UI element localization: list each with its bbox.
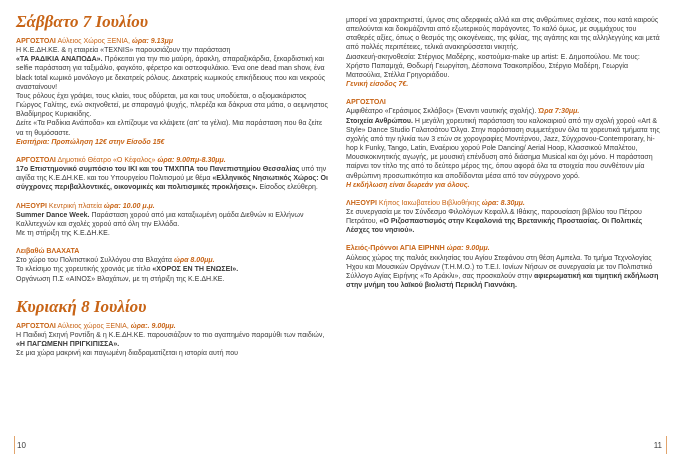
event-entry: Είσοδος ελεύθερη. [257, 184, 318, 192]
event-support: Με τη στήριξη της Κ.Ε.ΔΗ.ΚΕ. [16, 229, 110, 237]
event-place: Αύλειος Χώρος ΞΕΝΙΑ, [55, 38, 130, 45]
event-body: Σε συνεργασία με τον Σύνδεσμο Φιλολόγων Κεφαλλ.& Ιθάκης, παρουσίαση βιβλίου του Πέτρου Πετράτου, [346, 208, 642, 226]
event-lixouri-book [346, 199, 662, 236]
event-title: «ΤΑ ΡΑΔΙΚΙΑ ΑΝΑΠΟΔΑ». [16, 56, 103, 64]
event-title: Στοιχεία Ανθρώπου. [346, 117, 413, 125]
event-place: Δημοτικό Θέατρο «Ο Κέφαλος» [55, 156, 156, 164]
event-body: Πρόκειται για την πιο μαύρη, άρακλη, σπαραξικάρδια, ξεκαρδιστική και selfie παράσταση για ταξιμάλιο, φαγκότο, φέρετρο και οστεοφυλάκιο. Ένα one dead man show, ένα black total κωμικό μονόλογο με δεκατρείς ρόλους. Δεκατρείς κωμικούς επικήδειους που και νεκρούς ανασταίνουν! [16, 56, 326, 91]
page-number-left: 10 [17, 441, 26, 450]
event-venue: Ελειός-Πρόννοι ΑΓΙΑ ΕΙΡΗΝΗ [346, 245, 445, 253]
right-page-margin-rule [666, 436, 667, 454]
event-time: ώρα:. 9.00μμ. [128, 322, 176, 330]
day-heading-saturday: Σάββατο 7 Ιουλίου [16, 12, 149, 31]
event-xenia-radikia [16, 37, 328, 147]
event-frozen-princess-continued [346, 16, 662, 89]
page-number-right: 11 [653, 441, 662, 450]
event-place: Αμφιθέατρο «Γεράσιμος Σκλάβος» (Έναντι ναυτικής σχολής). [346, 108, 537, 116]
event-place: Στο χώρο του Πολιτιστικού Συλλόγου στα Βλαχάτα [16, 257, 174, 265]
right-page [346, 0, 662, 299]
event-body: Παράσταση χορού από μια καταξιωμένη ομάδα Διεθνών κι Ελλήνων Καλλιτεχνών και σχολές χορού από όλη την Ελλάδα. [16, 211, 304, 228]
event-body: Το κλείσιμο της χορευτικής χρονιάς με τίτλο [16, 266, 153, 274]
event-intro: Η Κ.Ε.ΔΗ.ΚΕ. & η εταιρεία «TEXNIS» παρουσιάζουν την παράσταση [16, 47, 231, 55]
event-tickets: Γενική είσοδος 7€. [346, 81, 409, 89]
event-venue: Λειβαθώ ΒΛΑΧΑΤΑ [16, 248, 80, 256]
event-venue: ΑΡΓΟΣΤΟΛΙ [16, 322, 56, 330]
event-amphitheatre-dance [346, 98, 662, 190]
event-time: ώρα 8.00μμ. [173, 257, 215, 265]
event-body: Η μεγάλη χορευτική παράσταση του καλοκαιριού από την σχολή χορού «Art & Style» Dance Studio Γαλατσάτου Όλγα. Στην παράσταση συμμετέχουν όλα τα χορευτικά τμήματα της σχολής από την ηλικία των 3 ετών σε χορογραφίες Μοντέρνου, Jazz, Σύγχρονου-Contemporary, hi-hop k Funky, Tango, Latin, Εναέριου χορού Pole Dancing/ Aerial Hoop, Κλασσικού Μπαλέτου, Μουσικοκινητικής αγωγής, με μουσική επένδυση από διάσημα Musical και όχι μόνο. Η παράσταση παίρνει τον τίτλο της από το δεύτερο μέρος της, όπου αφορά όλα τα στοιχεία που συνθέτουν μία ανθρώπινη προσωπικότητα και αποδίδονται μέσα από τον σύγχρονο χορό. [346, 117, 660, 180]
event-body: μπορεί να χαρακτηριστεί, ύμνος στις αδερφικές αλλά και στις ανθρώπινες σχέσεις, που κατά καιρούς απειλούνται και δοκιμάζονται από εξωτερικούς παράγοντες. Το καλό όμως, με συμμάχους του σταθερές αξίες, όπως ο θεσμός της οικογένειας, της φιλίας, της αγάπης και της αλληλεγγύης και μετά από πολλές περιπέτειες, τελικά ανακηρύσσεται νικητής. [346, 17, 660, 52]
event-time: ώρα: 9.00μμ. [444, 245, 490, 253]
event-xenia-frozen-princess [16, 322, 328, 359]
event-body: Αύλειος χώρος της παλιάς εκκλησίας του Αγίου Στεφάνου στη θέση Αμπελα. Το τμήμα Τεχνολογίας Ήχου και Μουσικών Οργάνων (Τ.Η.Μ.Ο.) το Τ.Ε.Ι. Ιονίων Νήσων σε συνεργασία με τον Πολιτιστικό Σύλλογο Αγίας Ειρήνης «Το Αράκλι», σας προσκαλούν στην [346, 254, 653, 280]
event-title: Summer Dance Week. [16, 211, 90, 219]
event-time: ώρα: 9.00πμ-8.30μμ. [155, 156, 226, 164]
event-tickets: Εισιτήρια: Προπώληση 12€ στην Είσοδο 15€ [16, 138, 165, 146]
event-place: Αύλειος χώρος ΞΕΝΙΑ, [55, 322, 129, 330]
event-free-entry: Η εκδήλωση είναι δωρεάν για όλους. [346, 181, 470, 189]
event-organiser: Οργάνωση Π.Σ «ΑΙΝΟΣ» Βλαχάτων, με τη στήριξη της Κ.Ε.ΔΗ.ΚΕ. [16, 275, 225, 283]
event-time: ώρα: 10.00 μ.μ. [101, 202, 155, 210]
event-vlachata [16, 247, 328, 284]
event-time: ώρα: 8.30μμ. [479, 199, 525, 207]
event-venue: ΑΡΓΟΣΤΟΛΙ [346, 99, 386, 107]
event-body: υπό την αιγίδα της Κ.Ε.ΔΗ.ΚΕ. και του Υπουργείου Πολιτισμού με θέμα [16, 166, 327, 183]
event-venue: ΑΡΓΟΣΤΟΛΙ [16, 156, 56, 164]
event-time: ώρα: 9.13μμ [129, 38, 173, 45]
event-agia-eirini [346, 244, 662, 290]
event-kefalos-symposium [16, 156, 328, 193]
left-page-margin-rule [14, 436, 15, 454]
left-page [16, 0, 328, 367]
event-title: «ΧΟΡΟΣ ΕΝ ΤΗ ΕΝΩΣΕΙ». [152, 266, 239, 274]
event-intro: Η Παιδική Σκηνή Ροντίδη & η Κ.Ε.ΔΗ.ΚΕ. παρουσιάζουν το πιο αγαπημένο παραμύθι των παιδιών, [16, 331, 325, 339]
event-title: «Η ΠΑΓΩΜΕΝΗ ΠΡΙΓΚΙΠΙΣΣΑ». [16, 341, 120, 349]
event-place: Κεντρική πλατεία [46, 202, 102, 210]
event-place: Κήπος Ιακωβατείου Βιβλιοθήκης [376, 199, 480, 207]
event-body-3: Δείτε «Τα Ραδίκια Ανάποδα» και ελπίζουμε να κλάψετε (απ' τα γέλια). Μια παράσταση που θα ζείτε να τη θυμόσαστε. [16, 120, 323, 137]
event-time: Ώρα 7:30μμ. [536, 108, 580, 116]
event-title: «Ο Ριζοσπαστισμός στην Κεφαλονιά της Βρετανικής Προστασίας. Οι Πολιτικές Λέσχες του νησιού». [346, 218, 643, 235]
event-venue: ΛΗΞΟΥΡΙ [346, 199, 377, 207]
event-tribute: αφιερωματική και τιμητική εκδήλωση στην μνήμη του λαϊκού βιολιστή Περικλή Γιαννάκη. [346, 272, 659, 290]
event-venue: ΛΗΞΟΥΡΙ [16, 202, 47, 210]
event-lixouri-dance-week [16, 202, 328, 239]
event-title: 17ο Επιστημονικό συμπόσιο του ΙΚΙ και του ΤΜΧΠΠΑ του Πανεπιστημίου Θεσσαλίας [16, 166, 300, 174]
day-heading-sunday: Κυριακή 8 Ιουλίου [16, 296, 147, 316]
event-venue: ΑΡΓΟΣΤΟΛΙ [16, 38, 56, 45]
event-body-2: Τους ρόλους έχει γράψει, τους κλαίει, τους οδύρεται, μα και τους υποδύεται, ο αξιομακάριστος Γιώργος Γαλίτης, ενώ σκηνοθετεί, με σπαραγμό ψυχής, πλερέζα και δάκρυα στα μάτια, ο αειμνηστος Βλαδίμηρος Κυριακίδης. [16, 92, 328, 119]
event-body: Σε μια χώρα μακρινή και παγωμένη διαδραματίζεται η ιστορία αυτή που [16, 350, 239, 358]
event-credits: Διασκευή-σκηνοθεσία: Στέργιος Μαδέρης, κοστούμια-make up artist: Ε. Δημοπούλου. Με τους: Χρήστο Παπαμιχά, Θοδωρή Γεωργίτση, Δέσποινα Τσακοπρίδου, Στέργιο Μαδέρη, Γεωργία Ματσούλια, Στέλλα Γρηγοριάδου. [346, 53, 640, 79]
event-theme: «Ελληνικός Νησιωτικός Χώρος: Οι σύγχρονες περιβαλλοντικές, οικονομικές και πολιτισμικές προκλήσεις». [16, 175, 328, 192]
